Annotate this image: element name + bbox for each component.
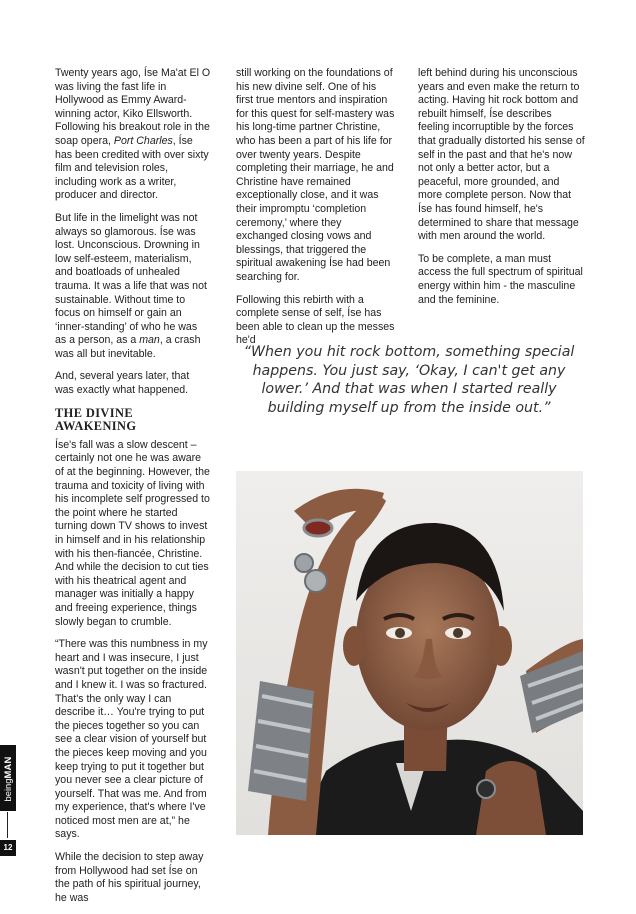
paragraph: Twenty years ago, Íse Ma'at El O was living the fast life in Hollywood as Emmy Award-winning actor, Kiko Ellsworth. Following his breakout role in the soap opera, Port Charles, Íse has been credited with over sixty film and television roles, including work as a writer, producer and director. xyxy=(55,67,211,202)
paragraph: Íse's fall was a slow descent – certainly not one he was aware of at the beginning. However, the trauma and toxicity of living with his incomplete self progressed to the point where he started turning down TV shows to invest in himself and in his relationship with his then-fiancée, Christine. And while the decision to cut ties with his theatrical agent and manager was initially a happy and freeing experience, things slowly began to crumble. xyxy=(55,438,210,628)
section-heading: THE DIVINE AWAKENING xyxy=(55,405,137,434)
portrait-illustration xyxy=(236,471,583,835)
pull-quote: “When you hit rock bottom, something special happens. You just say, ‘Okay, I can't get any lower.’ And that was when I started really building myself up from the inside out.” xyxy=(243,344,575,416)
paragraph: “There was this numbness in my heart and I was insecure, I just wasn't put together on the inside and I knew it. I was so fractured. That's the only way I can describe it… You're trying to put the pieces together so you can see a clear vision of yourself but the pieces keep moving and you keep trying to put it together but you never see a clear picture of yourself. That was me. And from my experience, that's where I've noticed most men are at,” he says. xyxy=(55,638,208,841)
page-number: 12 xyxy=(0,840,16,856)
paragraph: But life in the limelight was not always so glamorous. Íse was lost. Unconscious. Drowning in low self-esteem, materialism, and boatloads of unhealed trauma. It was a life that was not sustainable. Without time to focus on himself or gain an ‘inner-standing’ of who he was as a person, as a man, a crash was all but inevitable. xyxy=(55,211,207,360)
paragraph: still working on the foundations of his new divine self. One of his first true mentors and inspiration for this quest for self-mastery was his long-time partner Christine, who has been a part of his life for over twenty years. Despite completing their marriage, he and Christine have remained exceptionally close, and it was their impromptu ‘completion ceremony,’ where they exchanged closing vows and blessings, that triggered the spiritual awakening Íse had been searching for. xyxy=(236,67,395,283)
magazine-brand xyxy=(0,745,16,811)
paragraph: While the decision to step away from Hollywood had set Íse on the path of his spiritual journey, he was xyxy=(55,851,204,904)
paragraph: To be complete, a man must access the full spectrum of spiritual energy within him - the masculine and the feminine. xyxy=(418,252,583,306)
article-column-3 xyxy=(418,67,585,316)
article-column-2 xyxy=(236,67,396,357)
portrait-photo xyxy=(236,471,583,835)
brand-logo: beingMAN xyxy=(2,756,13,802)
paragraph: left behind during his unconscious years and even make the return to acting. Having hit rock bottom and rebuilt himself, Íse describes feeling incorruptible by the forces that gradually distorted his sense of self in the past and that he's now not only a better actor, but a peaceful, more grounded, and more complete person. Now that Íse has found himself, he's determined to share that message with men around the world. xyxy=(418,67,585,243)
paragraph: Following this rebirth with a complete sense of self, Íse has been able to clean up the messes he'd xyxy=(236,293,395,347)
article-column-1 xyxy=(55,67,211,914)
paragraph: And, several years later, that was exactly what happened. xyxy=(55,370,190,397)
divider xyxy=(7,812,8,838)
